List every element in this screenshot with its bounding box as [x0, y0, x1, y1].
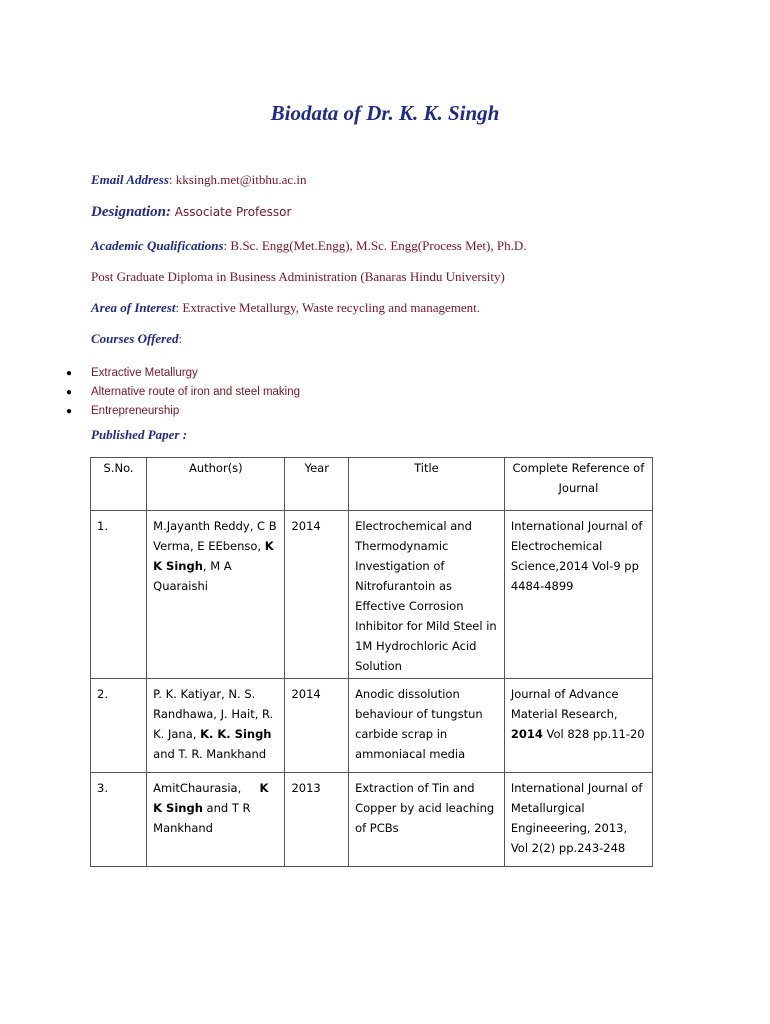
header-authors: Author(s)	[147, 458, 285, 511]
cell-title: Anodic dissolution behaviour of tungstun carbide scrap in ammoniacal media	[349, 679, 505, 773]
bullet-icon: ●	[66, 368, 73, 379]
qualifications-label: Academic Qualifications	[91, 238, 224, 253]
qualifications-value: B.Sc. Engg(Met.Engg), M.Sc. Engg(Process Met), Ph.D.	[230, 238, 527, 253]
course-item: ● Alternative route of iron and steel making	[0, 383, 300, 402]
cell-reference: Journal of Advance Material Research, 2014 Vol 828 pp.11-20	[504, 679, 652, 773]
designation-line: Designation: Associate Professor	[91, 204, 292, 220]
email-line: Email Address: kksingh.met@itbhu.ac.in	[91, 172, 307, 187]
interest-label: Area of Interest	[91, 300, 176, 315]
qualifications-extra: Post Graduate Diploma in Business Administration (Banaras Hindu University)	[91, 269, 505, 284]
cell-sno: 3.	[91, 773, 147, 867]
qualifications-line: Academic Qualifications: B.Sc. Engg(Met.Engg), M.Sc. Engg(Process Met), Ph.D.	[91, 238, 527, 253]
interest-line: Area of Interest: Extractive Metallurgy, Waste recycling and management.	[91, 300, 480, 315]
cell-year: 2014	[285, 679, 349, 773]
cell-title: Extraction of Tin and Copper by acid leaching of PCBs	[349, 773, 505, 867]
cell-reference: International Journal of Metallurgical Engineeering, 2013, Vol 2(2) pp.243-248	[504, 773, 652, 867]
page-title: Biodata of Dr. K. K. Singh	[270, 101, 500, 125]
course-item: ● Extractive Metallurgy	[0, 364, 300, 383]
designation-label: Designation	[91, 204, 167, 220]
cell-title: Electrochemical and Thermodynamic Investigation of Nitrofurantoin as Effective Corrosion Inhibitor for Mild Steel in 1M Hydrochloric Acid Solution	[349, 511, 505, 679]
email-label: Email Address	[91, 172, 169, 187]
header-reference: Complete Reference of Journal	[504, 458, 652, 511]
publications-table	[90, 457, 653, 867]
designation-value: Associate Professor	[174, 205, 292, 219]
table-row	[91, 511, 653, 679]
courses-list	[0, 364, 300, 421]
bullet-icon: ●	[66, 406, 73, 417]
table-header-row	[91, 458, 653, 511]
bullet-icon: ●	[66, 387, 73, 398]
interest-value: Extractive Metallurgy, Waste recycling and management.	[182, 300, 480, 315]
cell-sno: 2.	[91, 679, 147, 773]
courses-label: Courses Offered	[91, 331, 179, 346]
published-heading: Published Paper :	[91, 427, 188, 442]
cell-sno: 1.	[91, 511, 147, 679]
table-row	[91, 679, 653, 773]
cell-year: 2013	[285, 773, 349, 867]
courses-line: Courses Offered:	[91, 331, 183, 346]
course-item: ● Entrepreneurship	[0, 402, 300, 421]
email-value[interactable]: kksingh.met@itbhu.ac.in	[175, 172, 307, 187]
cell-reference: International Journal of Electrochemical Science,2014 Vol-9 pp 4484-4899	[504, 511, 652, 679]
header-title: Title	[349, 458, 505, 511]
cell-authors: AmitChaurasia, K K Singh and T R Mankhand	[147, 773, 285, 867]
table-row	[91, 773, 653, 867]
cell-authors: M.Jayanth Reddy, C B Verma, E EEbenso, K K Singh, M A Quaraishi	[147, 511, 285, 679]
header-sno: S.No.	[91, 458, 147, 511]
header-year: Year	[285, 458, 349, 511]
cell-year: 2014	[285, 511, 349, 679]
cell-authors: P. K. Katiyar, N. S. Randhawa, J. Hait, R. K. Jana, K. K. Singh and T. R. Mankhand	[147, 679, 285, 773]
